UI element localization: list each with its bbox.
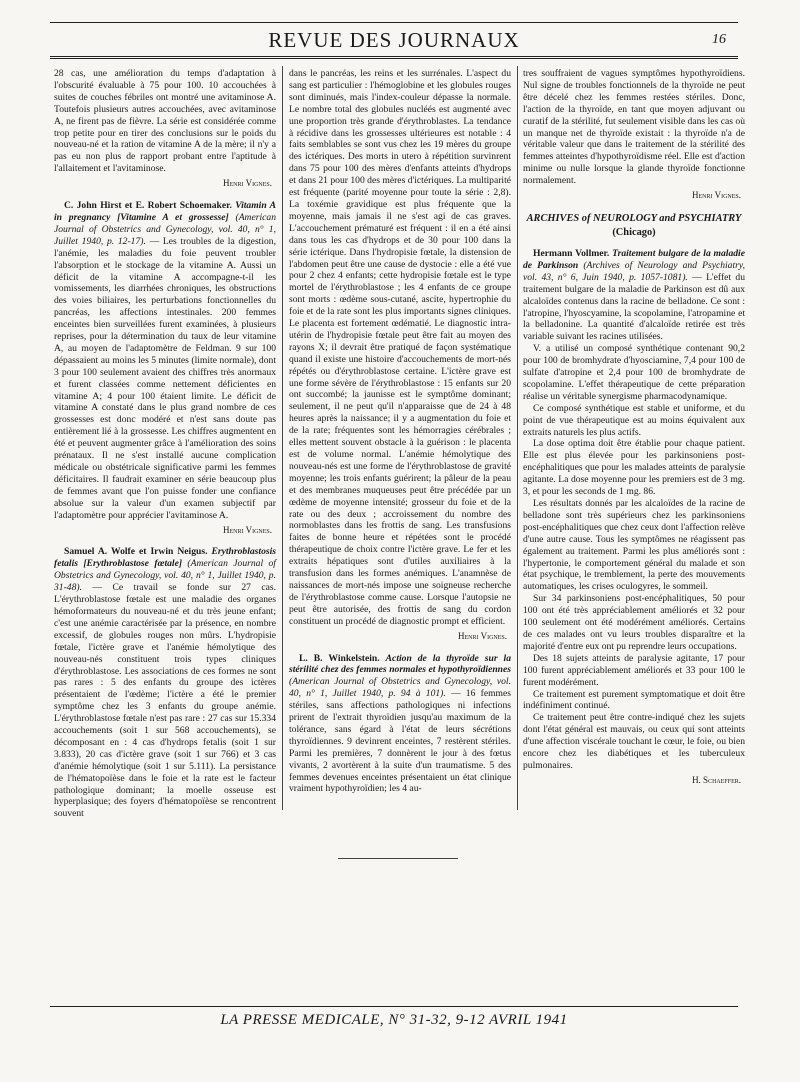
article-title: Erythroblastosis fetalis [Erythroblastose fœtale] bbox=[54, 546, 276, 570]
article-paragraph: Ce traitement est purement symptomatique et doit être indéfiniment continué. bbox=[523, 688, 745, 712]
signature: Henri Vignes. bbox=[457, 630, 507, 641]
footer-rule bbox=[50, 1006, 738, 1007]
article-reference: (American Journal of Obstetrics and Gynecology, vol. 40, n° 1, Juillet 1940, p. 94 à 101). bbox=[289, 676, 511, 700]
signature: H. Schaeffer. bbox=[692, 774, 741, 785]
article-parkinson bbox=[523, 248, 745, 343]
signature: Henri Vignes. bbox=[691, 190, 741, 201]
page-number: 16 bbox=[712, 32, 726, 47]
column-divider-2 bbox=[517, 66, 518, 810]
article-body: — 16 femmes stériles, sans affections pathologiques ni infections prirent de l'extrait thyroïdien jusqu'au maximum de la tolérance, sans égard à l'état de leurs sécrétions thyroïdiennes. 9 devinrent enceintes, 7 restèrent stériles. Parmi les premières, 7 donnèrent le jour à des fœtus vivants, 2 avortèrent à la suite d'un traumatisme. 5 des femmes devenues enceintes présentaient un état clinique vraiment hypothyroïdien; les 4 au- bbox=[289, 688, 511, 795]
column-divider-1 bbox=[282, 66, 283, 810]
article-paragraph: La dose optima doit être établie pour chaque patient. Elle est plus élevée pour les parkinsoniens post-encéphalitiques que pour les malades atteints de paralysie agitante. La dose moyenne pour les premiers est de 3 mg. 3, et pour les seconds de 1 mg. 86. bbox=[523, 438, 745, 498]
section-title: ARCHIVES of NEUROLOGY and PSYCHIATRY bbox=[526, 212, 742, 224]
section-end-rule bbox=[338, 858, 458, 859]
article-thyroid bbox=[289, 653, 511, 796]
article-paragraph: Ce traitement peut être contre-indiqué chez les sujets dont l'état général est mauvais, ou ceux qui sont atteints d'une affection viscérale touchant le cœur, le foie, ou bien encore chez les diabétiques et les tuberculeux pulmonaires. bbox=[523, 712, 745, 771]
article-body: — Ce travail se fonde sur 27 cas. L'érythroblastose fœtale est une maladie des organes hémoformateurs du nouveau-né et du très jeune enfant; c'est une anémie caractérisée par la présence, en nombre excessif, de globules rouges non mûrs. L'hydropisie fœtale, l'ictère grave et l'anémie hémolytique des nouveau-nés constituent trois types cliniques d'érythroblastose. Les associations de ces formes ne sont pas rares : 5 des enfants du groupe des ictères présentaient de l'œdème; l'ictère a été le premier symptôme chez les 3 enfants du groupe anémie. L'érythroblastose fœtale n'est pas rare : 27 cas sur 15.334 accouchements (soit 1 sur 568 accouchements), se décomposant en : 4 cas d'hydrops fetalis (soit 1 sur 3.833), 20 cas d'ictère grave (soit 1 sur 766) et 3 cas d'anémie hémolytique (soit 1 sur 5.111). La persistance de l'hématopoïèse dans le foie et la rate est le facteur pathologique dominant; la moelle osseuse est hyperplasique; des foyers d'hématopoïèse se rencontrent souvent bbox=[54, 582, 277, 820]
signature: Henri Vignes. bbox=[222, 178, 272, 189]
article-title: Action de la thyroïde sur la stérilité chez des femmes normales et hypothyroïdiennes bbox=[289, 652, 512, 676]
article-erythroblastosis bbox=[54, 546, 276, 820]
article-body: — L'effet du traitement bulgare de la maladie de Parkinson est dû aux alcaloïdes contenus dans la racine de belladone. Ce sont : l'atropine, l'hyoscyamine, la scopolamine, l'atropamine et la belladonine. La quantité d'alcaloïde retirée est très variable suivant les racines utilisées. bbox=[523, 271, 745, 343]
publication-info: LA PRESSE MEDICALE, N° 31-32, 9-12 AVRIL 1941 bbox=[220, 1012, 568, 1028]
column-3 bbox=[523, 68, 745, 808]
article-paragraph: V. a utilisé un composé synthétique contenant 90,2 pour 100 de bromhydrate d'hyosciamine, 7,4 pour 100 de sulfate d'atropine et 2,4 pour 100 de bromhydrate de scopolamine. L'effet thérapeutique de cette préparation réalise un véritable synergisme pharmacodynamique. bbox=[523, 343, 745, 402]
page-footer bbox=[50, 1012, 738, 1034]
header-top-rule bbox=[50, 22, 738, 23]
article-body: — Les troubles de la digestion, l'anémie, les maladies du foie peuvent troubler l'absorption et le stockage de la vitamine A. Aussi un déficit de la vitamine A accompagne-t-il les vomissements, les diarrhées chroniques, les obstructions des voies biliaires, les perturbations fonctionnelles du pancréas, les affections intestinales. 200 femmes enceintes bien surveillées furent examinées, à plusieurs reprises, pour la détermination du taux de leur vitamine A, au moyen de l'adaptomètre de Feldman. 9 sur 100 dépassaient au moins les 5 minutes (limite normale), dont 3 pour 100 seulement avaient des chiffres très anormaux et furent classées comme nettement déficientes en vitamine A; 4 pour 100 étaient limite. Le déficit de vitamine A constaté dans le plus grand nombre de ces grossesses est donc modéré et n'est sans doute pas entièrement lié à la grossesse. Les chiffres augmentent en été et peuvent augmenter grâce à l'amélioration des soins prénataux. Il ne s'est installé aucune complication médicale ou obstétricale significative parmi les femmes déficitaires. Il faudrait examiner en série beaucoup plus de femmes avant que l'on puisse fonder une confiance absolue sur la valeur d'un examen subjectif par l'adaptomètre pour apprécier l'avitaminose A. bbox=[54, 235, 276, 521]
article-vitamin-a bbox=[54, 200, 276, 521]
column-1 bbox=[54, 68, 277, 820]
article-authors: Hermann Vollmer. bbox=[533, 247, 613, 259]
article-authors: L. B. Winkelstein. bbox=[299, 652, 386, 664]
article-paragraph: Ce composé synthétique est stable et uniforme, et du point de vue thérapeutique est au moins équivalent aux extraits naturels les plus actifs. bbox=[523, 402, 745, 438]
article-title: Traitement bulgare de la maladie de Parkinson bbox=[523, 247, 745, 271]
article-continuation: 28 cas, une amélioration du temps d'adaptation à l'obscurité évaluable à 75 pour 100. 10 accouchées à suites de couches fébriles ont montré une avitaminose A. Toutefois plusieurs autres accouchées, avec avitaminose A, ne firent pas de fièvre. La série est considérée comme trop petite pour en tirer des conclusions sur le poids du nouveau-né et la ration de vitamine A de la mère; il n'y a pas eu non plus de rapport probant entre l'aptitude à l'allaitement et l'avitaminose. bbox=[54, 68, 276, 175]
article-authors: C. John Hirst et E. Robert Schoemaker. bbox=[64, 200, 236, 212]
article-reference: (American Journal of Obstetrics and Gynecology, vol. 40, n° 1, Juillet 1940, p. 12-17). bbox=[54, 211, 276, 247]
article-continuation: tres souffraient de vagues symptômes hypothyroïdiens. Nul signe de troubles fonctionnels de la thyroïde ne peut être décelé chez les femmes restées stériles. Donc, l'action de la thyroïde, en tant que moyen adjuvant ou curatif de la stérilité, fut seulement visible dans les cas où un manque net de thyroïde existait : la thyroïde n'a de véritable valeur que dans le traitement de la stérilité des femmes atteintes d'hypothyroïdisme réel. Elle est d'action minime ou nulle lorsque la glande thyroïde fonctionne normalement. bbox=[523, 68, 745, 187]
page-header bbox=[50, 28, 738, 54]
article-paragraph: Sur 34 parkinsoniens post-encéphalitiques, 50 pour 100 ont été très appréciablement améliorés et 32 pour 100 seulement ont été modérément améliorés. Certains de ces malades ont vu leurs troubles disparaître et la majorité d'entre eux ont pu reprendre leurs occupations. bbox=[523, 593, 745, 652]
journal-title: REVUE DES JOURNAUX bbox=[268, 28, 520, 52]
article-paragraph: Des 18 sujets atteints de paralysie agitante, 17 pour 100 furent appréciablement améliorés et 33 pour 100 le furent modérément. bbox=[523, 652, 745, 688]
column-2 bbox=[289, 68, 511, 808]
section-heading bbox=[523, 212, 745, 240]
article-authors: Samuel A. Wolfe et Irwin Neigus. bbox=[64, 546, 212, 558]
article-continuation: dans le pancréas, les reins et les surrénales. L'aspect du sang est particulier : l'hémoglobine et les globules rouges sont diminués, mais l'index-couleur dépasse la normale. Le nombre total des globules nucléés est augmenté avec une proportion très grande d'érythroblastes. La tendance à récidive dans les grossesses ultérieures est notable : 4 faits semblables se sont vus chez les 19 mères du groupe des ictériques. Des morts in utero à répétition survinrent dans 75 pour 100 des mères d'enfants atteints d'hydrops et dans 21 pour 100 des mères d'ictériques. La multiparité est fréquente (parité moyenne pour toute la série : 2,8). La toxémie gravidique est plus fréquente que la moyenne, mais jamais il ne s'est agi de cas graves. L'accouchement prématuré est fréquent : il en a été ainsi dans tous les cas d'hydrops et de 30 pour 100 dans la série ictérique. Dans l'hydropisie fœtale, la distension de l'abdomen peut être une cause de dystocie : elle a été vue pour 2 chez 4 enfants; cette hydropisie fœtale est le type mortel de l'érythroblastose ; les 4 enfants de ce groupe sont morts : œdème sous-cutané, ascite, hypertrophie du foie et de la rate sont les plus importants signes cliniques. Le placenta est fortement œdématié. Le diagnostic intra-utérin de l'hydropisie fœtale peut être fait au moyen des rayons X; il devrait être pratiqué de façon systématique quand il existe une histoire d'accouchements de mort-nés répétés ou d'érythroblastose certaine. L'ictère grave est une forme sévère de l'érythroblastose : 15 enfants sur 20 ont succombé; la jaunisse est le symptôme dominant; seulement, il ne peut qu'il n'apparaisse que de 24 à 48 heures après la naissance; il y a augmentation du foie et de la rate; fréquentes sont les hémorragies cérébrales ; elles mettent souvent obstacle à la guérison : le placenta est de volume normal. L'anémie hémolytique des nouveau-nés est une forme de l'érythroblastose de gravité moyenne; les trois enfants guérirent; la pâleur de la peau et des membranes muqueuses peut être précédée par un œdème de moyenne intensité; grosseur du foie et de la rate ou des deux ; accroissement du nombre des normoblastes dans les frottis de sang. Les transfusions faites de bonne heure et répétées sont le procédé thérapeutique de choix contre l'ictère grave. Le fer et les extraits hépatiques sont d'utiles auxiliaires à la transfusion dans les formes anémiques. L'anamnèse de naissances de mort-nés impose une soigneuse recherche de l'érythroblastose comme cause. Lorsque l'autopsie ne peut être autorisée, des frottis de sang du cordon constituent un procédé de diagnostic prompt et efficient. bbox=[289, 68, 511, 627]
article-paragraph: Les résultats donnés par les alcaloïdes de la racine de belladone sont très supérieurs chez les parkinsoniens post-encéphalitiques que chez ceux dont l'affection relève d'une autre cause. Tous les symptômes ne réagissent pas également au traitement. Parmi les plus améliorés sont : l'hypertonie, le comportement général du malade et son état psychique, le tremblement, la perte des mouvements automatiques, les crises oculogyres, le sommeil. bbox=[523, 498, 745, 593]
article-title: Vitamin A in pregnancy [Vitamine A et grossesse] bbox=[54, 200, 277, 223]
article-reference: (American Journal of Obstetrics and Gynecology, vol. 40, n° 1, Juillet 1940, p. 31-48). bbox=[54, 558, 276, 594]
section-city: (Chicago) bbox=[612, 226, 656, 238]
signature: Henri Vignes. bbox=[222, 524, 272, 535]
header-bottom-rule bbox=[50, 56, 738, 59]
article-reference: (Archives of Neurology and Psychiatry, vol. 43, n° 6, Juin 1940, p. 1057-1081). bbox=[523, 259, 745, 283]
